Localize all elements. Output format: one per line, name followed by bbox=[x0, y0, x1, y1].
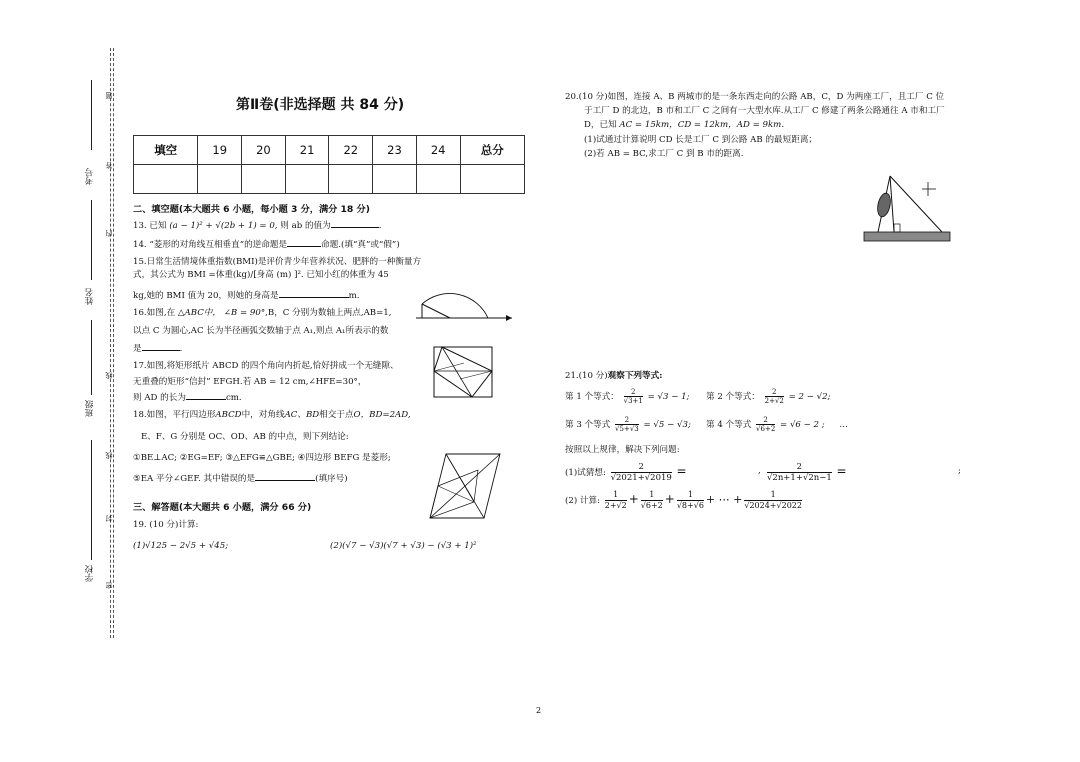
score-header-cell: 23 bbox=[373, 136, 417, 165]
p1-second bbox=[765, 462, 847, 483]
plus-sign: + bbox=[664, 492, 675, 506]
q13-rest: 则 ab 的值为 bbox=[280, 221, 331, 231]
question-20-line2: 于工厂 D 的北边，B 市和工厂 C 之间有一大型水库.从工厂 C 修建了两条公路通往 A 市和工厂 bbox=[584, 106, 945, 116]
q16-text-b: △ABC中， bbox=[177, 308, 221, 318]
gutter-blank-line bbox=[91, 80, 92, 150]
reservoir-icon bbox=[876, 192, 893, 218]
q21-equation-1 bbox=[565, 388, 690, 405]
p1-fraction-2 bbox=[767, 462, 832, 483]
q21-equation-4 bbox=[706, 416, 848, 433]
segment-ca bbox=[890, 176, 942, 232]
q21-title: 观察下列等式: bbox=[607, 371, 663, 381]
question-20-sub1: (1)试通过计算说明 CD 长是工厂 C 到公路 AB 的最短距离； bbox=[584, 135, 818, 145]
figure-17 bbox=[420, 337, 504, 407]
q14-text: 14. “菱形的对角线互相垂直”的逆命题是 bbox=[133, 240, 288, 250]
p2-label: (2) 计算: bbox=[565, 496, 600, 506]
q20-given: AC = 15km，CD = 12km，AD = 9km. bbox=[619, 120, 785, 130]
score-entry-cell[interactable] bbox=[242, 165, 286, 194]
score-header-cell: 总分 bbox=[460, 136, 524, 165]
p2-term-2-den: √6+2 bbox=[640, 501, 663, 510]
figure-16 bbox=[412, 290, 516, 338]
q21-equation-2 bbox=[706, 388, 831, 405]
p2-term-3 bbox=[677, 490, 704, 511]
question-15-line3 bbox=[133, 290, 360, 302]
gutter-dashed-line bbox=[110, 48, 111, 638]
gutter-seal-char: 内 bbox=[105, 230, 113, 237]
eq1-rhs: = √3 − 1; bbox=[647, 392, 690, 402]
gutter-dashed-line-2 bbox=[113, 48, 114, 638]
q15-answer-blank[interactable] bbox=[279, 297, 349, 298]
score-header-cell: 填空 bbox=[134, 136, 198, 165]
q15-end: m. bbox=[348, 291, 360, 301]
p1-fraction bbox=[611, 462, 672, 483]
question-20-line1: 20.(10 分)如图，连接 A、B 两城市的是一条东西走向的公路 AB，C，D 为两座工厂，且工厂 C 位 bbox=[565, 92, 945, 102]
eq4-label: 第 4 个等式 bbox=[706, 420, 752, 430]
q14-answer-blank[interactable] bbox=[287, 246, 321, 247]
question-19-part1: (1)√125 − 2√5 + √45; bbox=[133, 541, 229, 551]
eq2-label: 第 2 个等式： bbox=[706, 392, 760, 402]
p2-term-1 bbox=[605, 490, 627, 511]
p2-term-4 bbox=[744, 490, 802, 511]
envelope-efgh bbox=[434, 347, 492, 397]
p1-numerator: 2 bbox=[611, 462, 672, 473]
q15-text: kg,她的 BMI 值为 20，则她的身高是 bbox=[133, 291, 279, 301]
question-18-line1 bbox=[133, 409, 411, 421]
question-17-line1: 17.如图,将矩形纸片 ABCD 的四个角向内折起,恰好拼成一个无缝隙、 bbox=[133, 361, 399, 371]
score-table-entry-row bbox=[134, 165, 525, 194]
p1-numerator-2: 2 bbox=[767, 462, 832, 473]
q16-text-c: ∠B = 90°, bbox=[223, 308, 268, 318]
eq2-rhs: = 2 − √2; bbox=[788, 392, 831, 402]
score-entry-cell[interactable] bbox=[134, 165, 198, 194]
segment-ac bbox=[422, 304, 450, 318]
score-entry-cell[interactable] bbox=[460, 165, 524, 194]
eq3-fraction bbox=[615, 416, 639, 433]
eq4-fraction bbox=[756, 416, 775, 433]
p1-equals: = bbox=[676, 464, 687, 478]
q21-equation-3 bbox=[565, 416, 691, 433]
plus-sign: + bbox=[628, 492, 639, 506]
question-14 bbox=[133, 239, 400, 251]
q17-text: 则 AD 的长为 bbox=[133, 393, 186, 403]
p2-term-4-num: 1 bbox=[744, 490, 802, 501]
p2-term-3-num: 1 bbox=[677, 490, 704, 501]
score-table-header-row bbox=[134, 136, 525, 165]
q20-text: D，已知 bbox=[584, 120, 617, 130]
question-20-sub2: (2)若 AB = BC,求工厂 C 到 B 市的距离. bbox=[584, 149, 744, 159]
section-title: 第Ⅱ卷(非选择题 共 84 分) bbox=[236, 97, 405, 113]
p1-label: (1)试猜想: bbox=[565, 468, 606, 478]
figure-20 bbox=[860, 160, 960, 248]
eq1-numerator: 2 bbox=[624, 388, 643, 397]
question-17-line2: 无重叠的矩形“信封” EFGH.若 AB = 12 cm,∠HFE=30°， bbox=[133, 377, 367, 387]
question-18-line3: ①BE⊥AC; ②EG=EF; ③△EFG≌△GBE; ④四边形 BEFG 是菱形; bbox=[133, 453, 391, 463]
score-entry-cell[interactable] bbox=[373, 165, 417, 194]
p1-denominator: √2021+√2019 bbox=[610, 473, 672, 483]
section3-heading: 三、解答题(本大题共 6 小题，满分 66 分) bbox=[133, 502, 312, 513]
p1-end: ; bbox=[958, 466, 961, 476]
question-15-line2: 式，其公式为 BMI =体重(kg)/[身高 (m) ]². 已知小红的体重为 45 bbox=[133, 270, 389, 280]
gutter-blank-line bbox=[91, 440, 92, 560]
q13-end: . bbox=[378, 221, 382, 231]
gutter-label-school: 学校 bbox=[85, 565, 95, 582]
section2-heading: 二、填空题(本大题共 6 小题，每小题 3 分，满分 18 分) bbox=[133, 204, 370, 215]
q13-condition: (a − 1)² + √(2b + 1) = 0, bbox=[169, 221, 278, 231]
eq3-rhs: = √5 − √3; bbox=[643, 420, 691, 430]
q18-text-e: 相交于点 bbox=[319, 410, 354, 420]
p2-term-1-den: 2+√2 bbox=[604, 501, 627, 510]
p1-equals-2: = bbox=[836, 464, 847, 478]
gutter-seal-char: 答 bbox=[105, 162, 113, 169]
gutter-label-name: 姓名 bbox=[85, 288, 95, 305]
eq1-denominator: √3+1 bbox=[623, 397, 643, 405]
p2-term-2-num: 1 bbox=[641, 490, 663, 501]
eq-ellipsis: … bbox=[839, 420, 848, 430]
road-ab bbox=[864, 232, 950, 241]
figure-18 bbox=[426, 446, 510, 526]
q16-text-d: B，C 分别为数轴上两点,AB=1, bbox=[267, 308, 392, 318]
q16-text: 是 bbox=[133, 344, 142, 354]
score-table bbox=[133, 135, 525, 194]
score-entry-cell[interactable] bbox=[329, 165, 373, 194]
gutter-seal-char: 密 bbox=[105, 582, 113, 589]
gutter-seal-char: 题 bbox=[105, 92, 113, 99]
question-17-line3 bbox=[133, 392, 242, 404]
question-20-line3 bbox=[584, 119, 784, 131]
q18-answer-blank[interactable] bbox=[255, 480, 315, 481]
score-header-cell: 22 bbox=[329, 136, 373, 165]
gutter-blank-line bbox=[91, 320, 92, 395]
question-13 bbox=[133, 220, 381, 232]
q18-text-c: 中，对角线 bbox=[241, 410, 285, 420]
q18-text-a: 18.如图，平行四边形 bbox=[133, 410, 216, 420]
p2-term-1-num: 1 bbox=[605, 490, 627, 501]
score-header-cell: 24 bbox=[416, 136, 460, 165]
eq3-label: 第 3 个等式 bbox=[565, 420, 611, 430]
score-entry-cell[interactable] bbox=[285, 165, 329, 194]
q16-end: . bbox=[179, 344, 183, 354]
right-angle-mark bbox=[894, 224, 900, 232]
q13-number: 13. 已知 bbox=[133, 221, 167, 231]
gutter-seal-char: 线 bbox=[105, 372, 113, 379]
arc bbox=[422, 293, 488, 318]
score-entry-cell[interactable] bbox=[416, 165, 460, 194]
q18-end: (填序号) bbox=[315, 474, 348, 484]
question-18-line2: E、F、G 分别是 OC、OD、AB 的中点，则下列结论: bbox=[141, 432, 349, 442]
q16-answer-blank[interactable] bbox=[142, 350, 180, 351]
p2-term-2 bbox=[641, 490, 663, 511]
question-16-line3 bbox=[133, 343, 182, 355]
q18-text-f: O，BD=2AD, bbox=[353, 410, 411, 420]
gutter-label-exam-no: 考号 bbox=[85, 168, 95, 185]
gutter-blank-line bbox=[91, 200, 92, 280]
score-header-cell: 20 bbox=[242, 136, 286, 165]
eq2-denominator: 2+√2 bbox=[764, 397, 784, 405]
quad-bgfe bbox=[430, 470, 478, 518]
p2-term-3-den: √8+√6 bbox=[676, 501, 704, 510]
q18-text-b: ABCD bbox=[215, 410, 242, 420]
q21-intro: 按照以上规律，解决下列问题: bbox=[565, 445, 680, 455]
eq4-numerator: 2 bbox=[756, 416, 775, 425]
question-16-line1 bbox=[133, 307, 392, 319]
gutter-label-class: 班级 bbox=[85, 400, 95, 417]
p2-dots: + ⋯ + bbox=[705, 493, 743, 506]
p1-denominator-2: √2n+1+√2n−1 bbox=[767, 473, 832, 483]
q21-part1 bbox=[565, 462, 965, 483]
q14-rest: 命题.(填“真”或“假”) bbox=[321, 240, 400, 250]
segment-ae bbox=[446, 454, 474, 502]
q18-text: ⑤EA 平分∠GEF. 其中错误的是 bbox=[133, 474, 256, 484]
q13-answer-blank[interactable] bbox=[331, 227, 379, 228]
q17-end: cm. bbox=[225, 393, 242, 403]
page-number: 2 bbox=[536, 706, 542, 715]
eq3-numerator: 2 bbox=[615, 416, 639, 425]
p1-comma: , bbox=[758, 466, 761, 476]
eq2-numerator: 2 bbox=[765, 388, 784, 397]
question-19-head: 19. (10 分)计算: bbox=[133, 520, 199, 530]
eq3-denominator: √5+√3 bbox=[615, 425, 639, 433]
eq4-rhs: = √6 − 2 ; bbox=[780, 420, 825, 430]
q21-number: 21.(10 分) bbox=[565, 371, 608, 381]
score-header-cell: 19 bbox=[198, 136, 242, 165]
question-19-part2: (2)(√7 − √3)(√7 + √3) − (√3 + 1)² bbox=[330, 541, 477, 551]
eq2-fraction bbox=[765, 388, 784, 405]
eq1-label: 第 1 个等式： bbox=[565, 392, 619, 402]
q21-part2 bbox=[565, 490, 804, 511]
q17-answer-blank[interactable] bbox=[186, 399, 226, 400]
eq4-denominator: √6+2 bbox=[756, 425, 776, 433]
gutter-seal-char: 线 bbox=[105, 452, 113, 459]
number-line-arrow bbox=[506, 315, 512, 321]
gutter-seal-char: 封 bbox=[105, 515, 113, 522]
question-18-line4 bbox=[133, 473, 348, 485]
segment-ge bbox=[438, 486, 474, 502]
question-21-head bbox=[565, 370, 662, 382]
eq1-fraction bbox=[624, 388, 643, 405]
rectangle-abcd bbox=[434, 347, 492, 397]
question-15-line1: 15.日常生活情境体重指数(BMI)是评价青少年营养状况、肥胖的一种衡量方 bbox=[133, 257, 422, 267]
fold-line bbox=[434, 363, 464, 371]
score-header-cell: 21 bbox=[285, 136, 329, 165]
q18-text-d: AC、BD bbox=[284, 410, 320, 420]
p2-term-4-den: √2024+√2022 bbox=[744, 501, 802, 510]
question-16-line2: 以点 C 为圆心,AC 长为半径画弧交数轴于点 A₁,则点 A₁所表示的数 bbox=[133, 326, 389, 336]
q16-text-a: 16.如图,在 bbox=[133, 308, 176, 318]
score-entry-cell[interactable] bbox=[198, 165, 242, 194]
